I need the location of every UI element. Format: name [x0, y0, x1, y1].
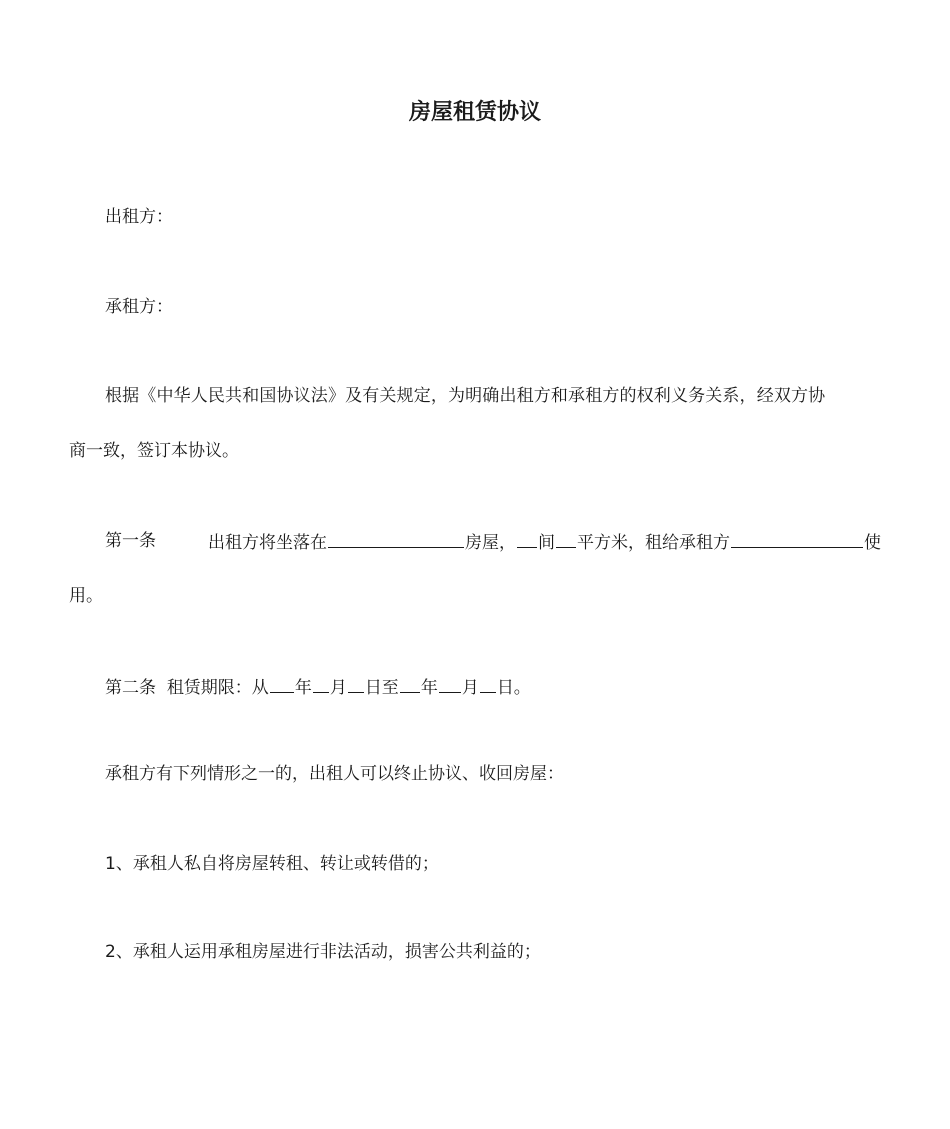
- article-1-line-1: [105, 529, 881, 555]
- preamble-line-2: 商一致，签订本协议。: [69, 441, 239, 461]
- article-2-day-1: 日至: [364, 678, 399, 698]
- start-month-blank: [313, 674, 329, 693]
- article-1-text-d: 平方米，租给承租方: [577, 533, 730, 553]
- termination-intro: 承租方有下列情形之一的，出租人可以终止协议、收回房屋：: [105, 764, 564, 784]
- article-2-line: [105, 674, 531, 700]
- article-1-body: [208, 529, 881, 555]
- lessor-label: 出租方：: [105, 207, 173, 227]
- article-2-heading: 第二条: [105, 678, 156, 698]
- list-item: 2、承租人运用承租房屋进行非法活动，损害公共利益的；: [105, 942, 541, 962]
- rooms-blank: [517, 529, 537, 548]
- lessee-name-blank: [731, 529, 863, 548]
- list-item: 1、承租人私自将房屋转租、转让或转借的；: [105, 854, 439, 874]
- article-2-year-1: 年: [294, 678, 312, 698]
- area-blank: [556, 529, 576, 548]
- end-year-blank: [400, 674, 420, 693]
- location-blank: [328, 529, 464, 548]
- article-2-month-2: 月: [461, 678, 479, 698]
- article-2-day-2: 日。: [496, 678, 531, 698]
- article-1-text-c: 间: [538, 533, 555, 553]
- article-1-text-b: 房屋，: [465, 533, 516, 553]
- article-1-text-a: 出租方将坐落在: [208, 533, 327, 553]
- article-1-line-2: 用。: [69, 586, 103, 606]
- preamble-line-1: 根据《中华人民共和国协议法》及有关规定，为明确出租方和承租方的权利义务关系，经双方协: [105, 386, 826, 406]
- document-title: 房屋租赁协议: [408, 100, 541, 125]
- article-2-month-1: 月: [329, 678, 347, 698]
- lessee-label: 承租方：: [105, 297, 173, 317]
- start-day-blank: [348, 674, 364, 693]
- article-1-heading: 第一条: [105, 531, 156, 551]
- start-year-blank: [270, 674, 294, 693]
- end-day-blank: [480, 674, 496, 693]
- article-2-year-2: 年: [420, 678, 438, 698]
- article-1-text-e: 使: [864, 533, 881, 553]
- end-month-blank: [439, 674, 461, 693]
- article-2-text-a: 租赁期限：从: [166, 678, 269, 698]
